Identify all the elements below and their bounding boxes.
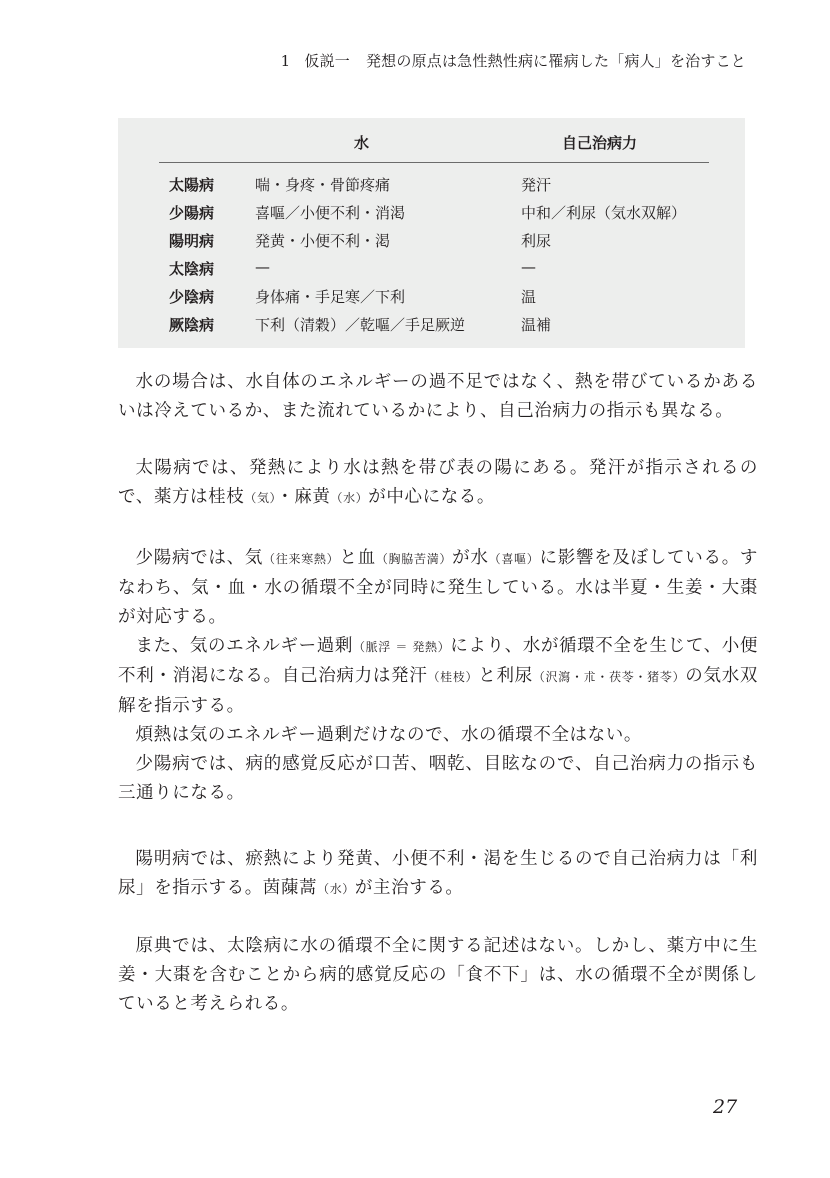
self-healing-cell: 温 [521,288,537,306]
text-run: により、水が循環不全を生じて、小便不利・消渇になる。自己治病力は発汗 [118,636,758,686]
running-head [281,50,746,71]
text-run: と血 [339,548,376,568]
disease-cell: 陽明病 [169,232,215,250]
paragraph-text: 水の場合は、水自体のエネルギーの過不足ではなく、熱を帯びているかあるいは冷えているか、また流れているかにより、自己治病力の指示も異なる。 [118,372,758,421]
table-header [118,132,745,156]
column-header-self-healing: 自己治病力 [562,134,638,152]
table-row [118,286,745,312]
annotation: （水） [317,882,355,896]
paragraph-text [118,845,758,904]
paragraph-text [118,454,758,513]
text-run: ・麻黄 [276,487,331,507]
annotation: （気） [244,491,277,505]
paragraph-text [118,544,758,632]
table-row [118,314,745,340]
text-run: 少陽病では、気 [135,548,264,568]
paragraph-taiyo [118,454,758,513]
annotation: （胸脇苦満） [375,552,453,566]
self-healing-cell: 発汗 [521,176,552,194]
self-healing-cell: 利尿 [521,232,552,250]
chapter-number: 1 [280,52,291,70]
table-row [118,230,745,256]
water-cell: — [255,258,270,276]
water-table [118,118,745,348]
paragraph-water-overview [118,368,758,426]
water-cell: 喘・身疼・骨節疼痛 [255,176,391,194]
paragraph-text: 煩熱は気のエネルギー過剰だけなので、水の循環不全はない。 [135,725,642,745]
text-run: が中心になる。 [368,487,495,507]
water-cell: 下利（清穀）／乾嘔／手足厥逆 [255,316,466,334]
disease-cell: 太陰病 [169,260,215,278]
water-cell: 喜嘔／小便不利・消渇 [255,204,406,222]
disease-cell: 少陰病 [169,288,215,306]
paragraph-taiin [118,932,758,1019]
disease-cell: 厥陰病 [169,316,215,334]
text-run: が水 [452,548,489,568]
header-rule [159,162,709,163]
text-run: に影響を及ぼしている。すなわち、気・血・水の循環不全が同時に発生している。水は半夏・生姜・大棗が対応する。 [118,548,759,627]
column-header-water: 水 [354,134,370,152]
table-row [118,258,745,284]
water-cell: 身体痛・手足寒／下利 [255,288,406,306]
text-run: の気水双解を指示する。 [118,666,759,716]
self-healing-cell: 中和／利尿（気水双解） [521,204,687,222]
text-run: また、気のエネルギー過剰 [135,636,353,656]
annotation: （沢瀉・朮・茯苓・猪苓） [532,670,686,684]
annotation: （往来寒熱） [263,552,340,566]
annotation: （脈浮 ＝ 発熱） [353,640,451,654]
water-cell: 発黄・小便不利・渇 [255,232,391,250]
annotation: （桂枝） [427,670,479,684]
paragraph-text [118,632,758,721]
paragraph-text: 少陽病では、病的感覚反応が口苦、咽乾、目眩なので、自己治病力の指示も三通りになる。 [118,754,758,803]
paragraph-text: 原典では、太陰病に水の循環不全に関する記述はない。しかし、薬方中に生姜・大棗を含むことから病的感覚反応の「食不下」は、水の循環不全が関係していると考えられる。 [118,936,758,1014]
text-run: 太陽病では、発熱により水は熱を帯び表の陽にある。発汗が指示されるので、薬方は桂枝 [118,458,758,507]
page-number: 27 [713,1096,738,1118]
table-row [118,202,745,228]
paragraph-yomei [118,845,758,904]
paragraph-shoyo-section [118,544,758,808]
part-label: 仮説一 [304,52,350,70]
annotation: （喜嘔） [488,552,540,566]
text-run: 陽明病では、瘀熱により発黄、小便不利・渇を生じるので自己治病力は「利尿」を指示する。茵蔯蒿 [118,849,758,898]
text-run: と利尿 [478,666,533,686]
disease-cell: 太陽病 [169,176,215,194]
table-row [118,174,745,200]
chapter-title: 発想の原点は急性熱性病に罹病した「病人」を治すこと [365,52,746,70]
disease-cell: 少陽病 [169,204,215,222]
annotation: （水） [330,491,369,505]
text-run: が主治する。 [354,878,464,898]
self-healing-cell: — [521,258,536,276]
self-healing-cell: 温補 [521,316,552,334]
